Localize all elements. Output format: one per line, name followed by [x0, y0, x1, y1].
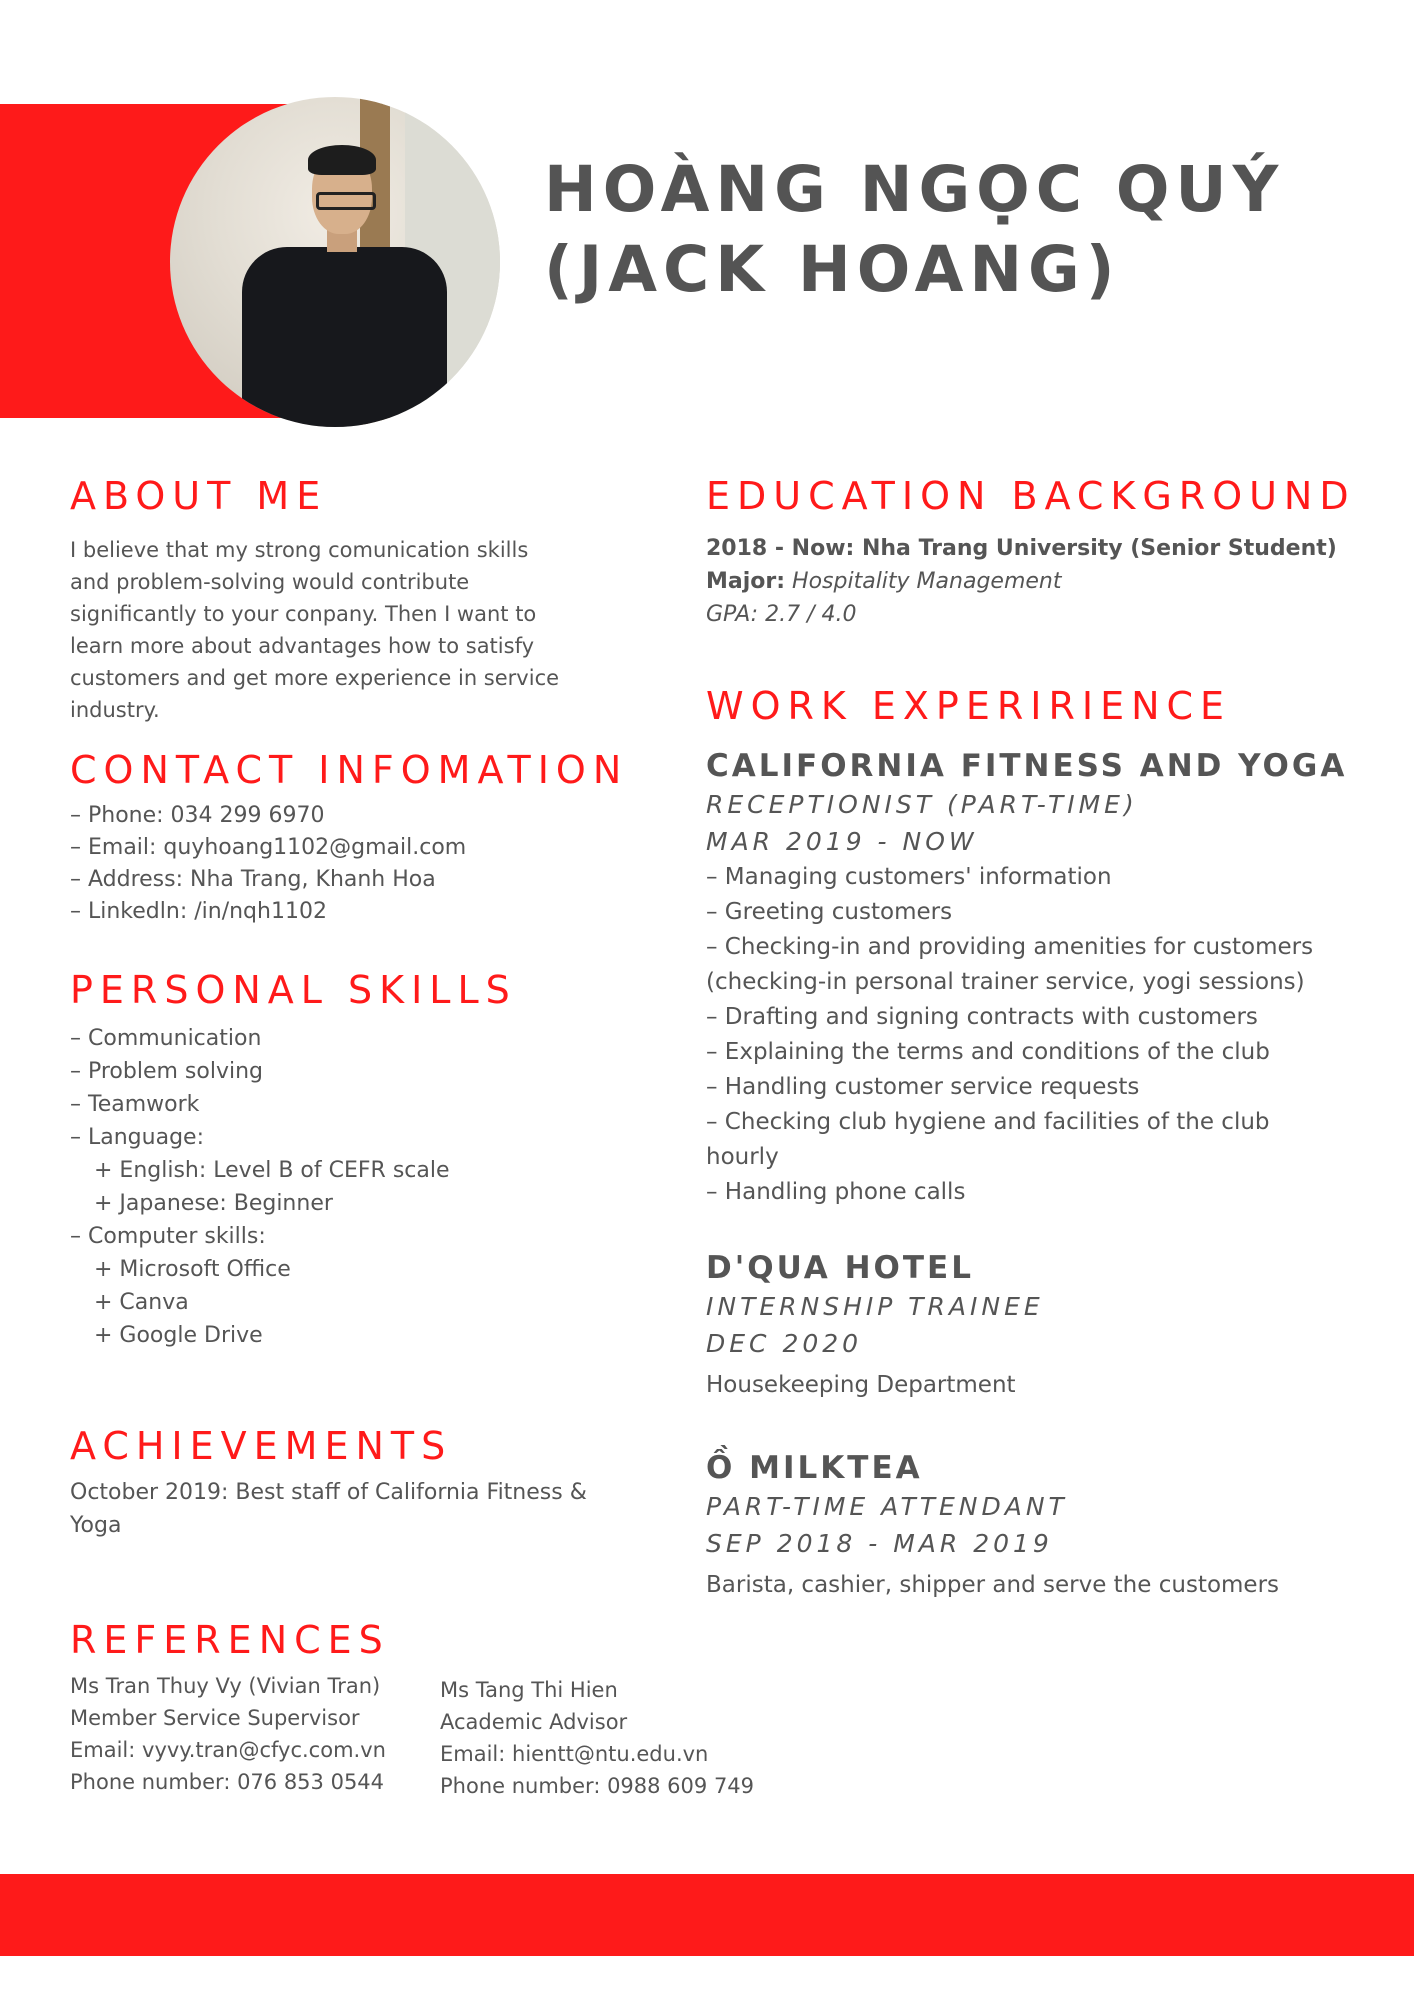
footer-red-band	[0, 1874, 1414, 1956]
reference-phone: Phone number: 076 853 0544	[70, 1770, 385, 1794]
job-duty: – Greeting customers	[706, 899, 953, 925]
skill-subitem: + Google Drive	[94, 1323, 263, 1348]
skill-item: – Computer skills:	[70, 1224, 266, 1249]
photo-glasses	[316, 192, 376, 210]
reference-email: Email: hientt@ntu.edu.vn	[440, 1742, 709, 1766]
job-company: D'QUA HOTEL	[706, 1250, 974, 1286]
reference-1	[70, 1670, 386, 1798]
skills-title: PERSONAL SKILLS	[70, 968, 517, 1012]
education-details	[706, 532, 1337, 631]
education-major	[706, 565, 1337, 598]
education-school	[706, 532, 1337, 565]
achievement-line: Yoga	[70, 1513, 122, 1538]
about-line: I believe that my strong comunication skills	[70, 538, 529, 562]
job-duty: – Explaining the terms and conditions of the club	[706, 1039, 1270, 1065]
job-role: RECEPTIONIST (PART-TIME)	[706, 790, 1138, 819]
contact-email: – Email: quyhoang1102@gmail.com	[70, 835, 467, 860]
about-line: customers and get more experience in service	[70, 666, 560, 690]
job-duty: – Checking-in and providing amenities for customers	[706, 934, 1314, 960]
job-duties	[706, 860, 1356, 1210]
profile-photo	[170, 97, 500, 427]
job-duty: (checking-in personal trainer service, yogi sessions)	[706, 969, 1305, 995]
education-gpa	[706, 598, 1337, 631]
reference-role: Academic Advisor	[440, 1710, 628, 1734]
about-line: learn more about advantages how to satisfy	[70, 634, 535, 658]
job-duty: – Checking club hygiene and facilities of the club	[706, 1109, 1270, 1135]
about-line: significantly to your conpany. Then I want to	[70, 602, 537, 626]
skill-item: – Problem solving	[70, 1059, 264, 1084]
skill-subitem: + Japanese: Beginner	[94, 1191, 333, 1216]
reference-name: Ms Tran Thuy Vy (Vivian Tran)	[70, 1674, 381, 1698]
job-company: Ồ MILKTEA	[706, 1450, 923, 1486]
achievements-title: ACHIEVEMENTS	[70, 1424, 453, 1468]
contact-title: CONTACT INFOMATION	[70, 748, 629, 792]
reference-name: Ms Tang Thi Hien	[440, 1678, 618, 1702]
photo-shirt	[242, 247, 447, 427]
contact-phone: – Phone: 034 299 6970	[70, 803, 325, 828]
contact-address: – Address: Nha Trang, Khanh Hoa	[70, 867, 436, 892]
job-role: INTERNSHIP TRAINEE	[706, 1292, 1044, 1321]
achievements-text	[70, 1476, 587, 1542]
about-title: ABOUT ME	[70, 474, 328, 518]
about-line: industry.	[70, 698, 160, 722]
job-california-fitness	[706, 746, 1356, 1210]
references-title: REFERENCES	[70, 1618, 390, 1662]
contact-list	[70, 800, 466, 928]
about-text	[70, 534, 559, 726]
job-duty: – Drafting and signing contracts with customers	[706, 1004, 1258, 1030]
job-date: SEP 2018 - MAR 2019	[706, 1529, 1053, 1558]
skill-item: – Teamwork	[70, 1092, 200, 1117]
skills-list	[70, 1022, 450, 1352]
education-title: EDUCATION BACKGROUND	[706, 474, 1356, 518]
reference-phone: Phone number: 0988 609 749	[440, 1774, 755, 1798]
about-line: and problem-solving would contribute	[70, 570, 470, 594]
job-date: MAR 2019 - NOW	[706, 827, 978, 856]
photo-hair	[308, 145, 376, 175]
education-school-text: 2018 - Now: Nha Trang University (Senior Student)	[706, 536, 1337, 561]
job-dqua-hotel	[706, 1248, 1356, 1403]
job-description: Housekeeping Department	[706, 1372, 1016, 1398]
name-line-1: HOÀNG NGỌC QUÝ	[544, 153, 1285, 226]
job-company: CALIFORNIA FITNESS AND YOGA	[706, 748, 1348, 784]
skill-item: – Language:	[70, 1125, 204, 1150]
work-title: WORK EXPERIRIENCE	[706, 684, 1232, 728]
contact-linkedin: – Linkedln: /in/nqh1102	[70, 899, 327, 924]
job-duty: – Managing customers' information	[706, 864, 1112, 890]
job-role: PART-TIME ATTENDANT	[706, 1492, 1068, 1521]
skill-subitem: + Microsoft Office	[94, 1257, 291, 1282]
name-line-2: (JACK HOANG)	[544, 233, 1121, 306]
education-gpa-text: GPA: 2.7 / 4.0	[706, 602, 857, 627]
job-o-milktea	[706, 1448, 1356, 1603]
reference-2	[440, 1674, 754, 1802]
education-major-value: Hospitality Management	[792, 569, 1062, 594]
reference-email: Email: vyvy.tran@cfyc.com.vn	[70, 1738, 386, 1762]
skill-item: – Communication	[70, 1026, 262, 1051]
job-description: Barista, cashier, shipper and serve the customers	[706, 1572, 1280, 1598]
candidate-name	[544, 150, 1384, 310]
job-date: DEC 2020	[706, 1329, 863, 1358]
skill-subitem: + English: Level B of CEFR scale	[94, 1158, 450, 1183]
achievement-line: October 2019: Best staff of California Fitness &	[70, 1480, 587, 1505]
job-duty: – Handling customer service requests	[706, 1074, 1140, 1100]
skill-subitem: + Canva	[94, 1290, 189, 1315]
job-duty: – Handling phone calls	[706, 1179, 966, 1205]
job-duty: hourly	[706, 1144, 779, 1170]
reference-role: Member Service Supervisor	[70, 1706, 360, 1730]
education-major-label: Major:	[706, 569, 786, 594]
